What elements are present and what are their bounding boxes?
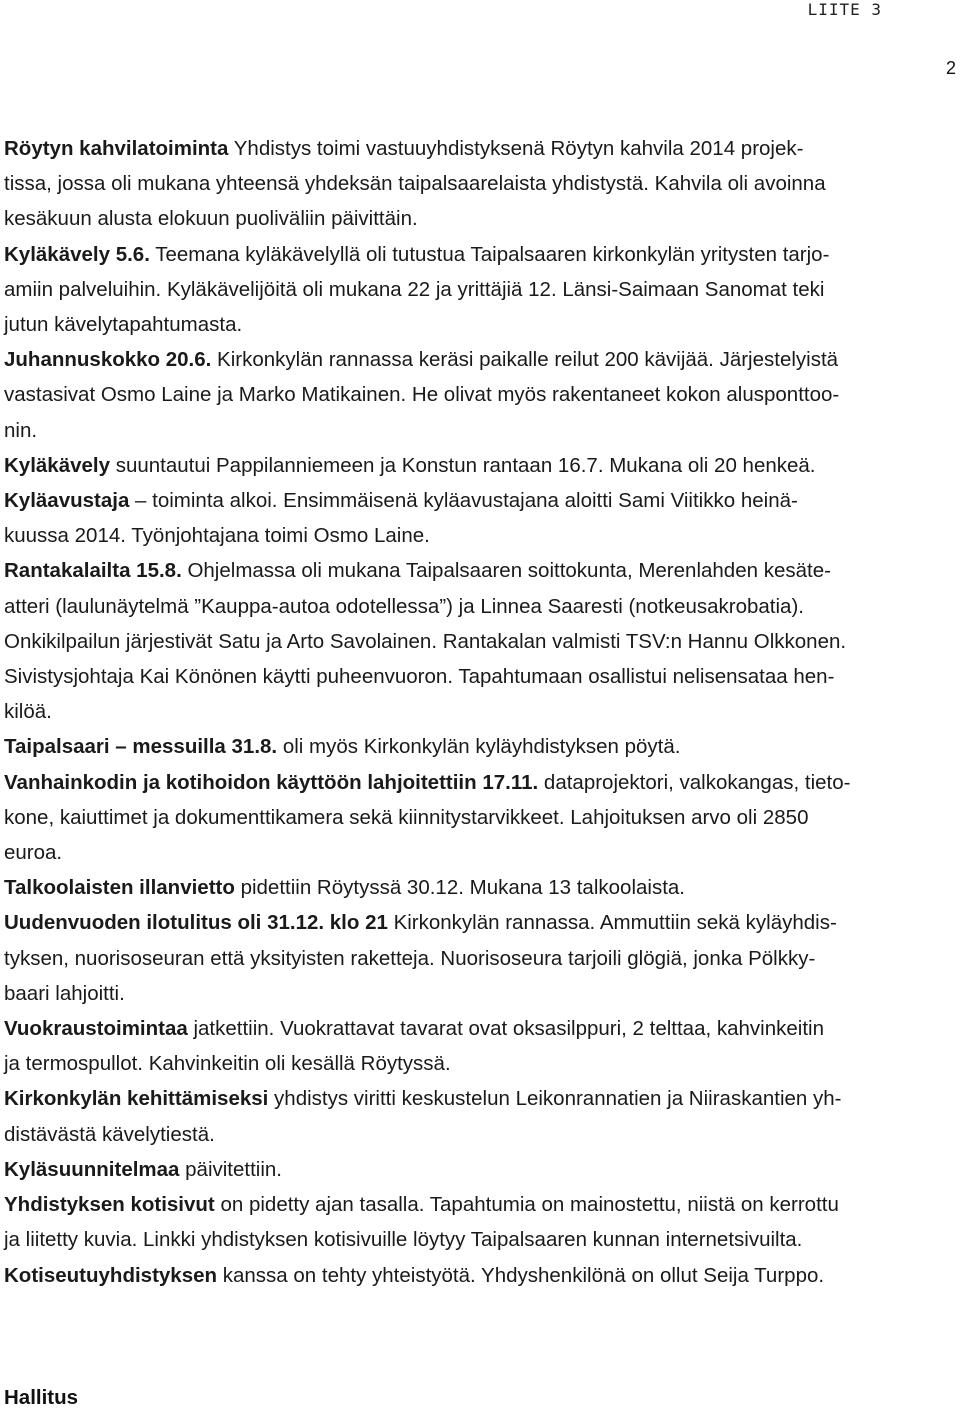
paragraph: [4, 1152, 956, 1187]
body-text: jutun kävelytapahtumasta.: [4, 313, 243, 337]
body-text: on pidetty ajan tasalla. Tapahtumia on mainostettu, niistä on kerrottu: [214, 1193, 839, 1217]
text-line: [4, 659, 956, 694]
body-text: vastasivat Osmo Laine ja Marko Matikainen. He olivat myös rakentaneet kokon alusponttoo-: [4, 383, 840, 407]
text-line: [4, 553, 956, 588]
body-text: päivitettiin.: [179, 1157, 283, 1181]
text-line: [4, 377, 956, 412]
text-line: [4, 976, 956, 1011]
body-text: Kirkonkylän rannassa keräsi paikalle reilut 200 kävijää. Järjestelyistä: [211, 348, 839, 372]
paragraph: [4, 553, 956, 729]
body-text: Kirkonkylän rannassa. Ammuttiin sekä kyläyhdis-: [387, 911, 837, 935]
text-line: [4, 518, 956, 553]
body-text: Onkikilpailun järjestivät Satu ja Arto Savolainen. Rantakalan valmisti TSV:n Hannu Olkkonen.: [4, 629, 847, 653]
text-line: [4, 448, 956, 483]
bold-topic: Taipalsaari – messuilla 31.8.: [4, 735, 278, 759]
bold-topic: Rantakalailta 15.8.: [4, 559, 182, 583]
bold-topic: Kyläsuunnitelmaa: [4, 1157, 180, 1181]
paragraph: [4, 870, 956, 905]
paragraph: [4, 905, 956, 1011]
paragraph: [4, 1258, 956, 1293]
bold-topic: Uudenvuoden ilotulitus oli 31.12. klo 21: [4, 911, 388, 935]
paragraph: [4, 729, 956, 764]
text-line: [4, 237, 956, 272]
body-text: kilöä.: [4, 700, 52, 724]
body-text: dataprojektori, valkokangas, tieto-: [538, 770, 851, 794]
paragraph: [4, 342, 956, 448]
paragraph: [4, 448, 956, 483]
text-line: [4, 1152, 956, 1187]
body-text: Ohjelmassa oli mukana Taipalsaaren soittokunta, Merenlahden kesäte-: [181, 559, 831, 583]
body-text: atteri (laulunäytelmä ”Kauppa-autoa odotellessa”) ja Linnea Saaresti (notkeusakrobatia).: [4, 594, 804, 618]
text-line: [4, 307, 956, 342]
body-text: kanssa on tehty yhteistyötä. Yhdyshenkilönä on ollut Seija Turppo.: [217, 1263, 825, 1287]
body-text: Teemana kyläkävelyllä oli tutustua Taipalsaaren kirkonkylän yritysten tarjo-: [149, 242, 830, 266]
text-line: [4, 166, 956, 201]
text-line: [4, 624, 956, 659]
page-number: 2: [945, 58, 956, 78]
bold-topic: Kyläavustaja: [4, 489, 130, 513]
text-line: [4, 729, 956, 764]
text-line: [4, 870, 956, 905]
text-line: [4, 1046, 956, 1081]
paragraph: [4, 483, 956, 553]
bold-topic: Talkoolaisten illanvietto: [4, 876, 235, 900]
body-text: amiin palveluihin. Kyläkävelijöitä oli mukana 22 ja yrittäjiä 12. Länsi-Saimaan Sanomat teki: [4, 277, 825, 301]
body-text: ja liitetty kuvia. Linkki yhdistyksen kotisivuille löytyy Taipalsaaren kunnan internetsivuilta.: [4, 1228, 803, 1252]
text-line: [4, 1117, 956, 1152]
paragraph: [4, 237, 956, 343]
text-line: [4, 483, 956, 518]
text-line: [4, 1187, 956, 1222]
text-line: [4, 272, 956, 307]
bold-topic: Vuokraustoimintaa: [4, 1017, 188, 1041]
body-text: suuntautui Pappilanniemeen ja Konstun rantaan 16.7. Mukana oli 20 henkeä.: [110, 453, 816, 477]
body-text: kuussa 2014. Työnjohtajana toimi Osmo Laine.: [4, 524, 430, 548]
body-text: Sivistysjohtaja Kai Könönen käytti puheenvuoron. Tapahtumaan osallistui nelisensataa hen-: [4, 665, 835, 689]
text-line: [4, 694, 956, 729]
report-body: [4, 131, 956, 1293]
text-line: [4, 342, 956, 377]
text-line: [4, 131, 956, 166]
paragraph: [4, 131, 956, 237]
body-text: euroa.: [4, 841, 63, 865]
body-text: distävästä kävelytiestä.: [4, 1122, 215, 1146]
body-text: oli myös Kirkonkylän kyläyhdistyksen pöytä.: [277, 735, 681, 759]
body-text: jatkettiin. Vuokrattavat tavarat ovat oksasilppuri, 2 telttaa, kahvinkeitin: [187, 1017, 824, 1041]
bold-topic: Röytyn kahvilatoiminta: [4, 137, 229, 160]
body-text: nin.: [4, 418, 38, 442]
bold-topic: Yhdistyksen kotisivut: [4, 1193, 215, 1217]
text-line: [4, 765, 956, 800]
body-text: kone, kaiuttimet ja dokumenttikamera sekä kiinnitystarvikkeet. Lahjoituksen arvo oli 2850: [4, 805, 809, 829]
body-text: pidettiin Röytyssä 30.12. Mukana 13 talkoolaista.: [234, 876, 685, 900]
paragraph: [4, 765, 956, 871]
body-text: baari lahjoitti.: [4, 981, 125, 1005]
body-text: Yhdistys toimi vastuuyhdistyksenä Röytyn kahvila 2014 projek-: [228, 137, 804, 160]
text-line: [4, 1011, 956, 1046]
body-text: ja termospullot. Kahvinkeitin oli kesällä Röytyssä.: [4, 1052, 451, 1076]
text-line: [4, 1222, 956, 1257]
bold-topic: Kotiseutuyhdistyksen: [4, 1263, 218, 1287]
bold-topic: Juhannuskokko 20.6.: [4, 348, 212, 372]
bold-topic: Vanhainkodin ja kotihoidon käyttöön lahjoitettiin 17.11.: [4, 770, 539, 794]
paragraph: [4, 1011, 956, 1081]
text-line: [4, 1081, 956, 1116]
body-text: tissa, jossa oli mukana yhteensä yhdeksän taipalsaarelaista yhdistystä. Kahvila oli avoinna: [4, 172, 826, 196]
text-line: [4, 201, 956, 236]
body-text: – toiminta alkoi. Ensimmäisenä kyläavustajana aloitti Sami Viitikko heinä-: [129, 489, 798, 513]
text-line: [4, 1258, 956, 1293]
text-line: [4, 905, 956, 940]
paragraph: [4, 1187, 956, 1257]
body-text: kesäkuun alusta elokuun puoliväliin päivittäin.: [4, 207, 418, 231]
text-line: [4, 800, 956, 835]
bold-topic: Kirkonkylän kehittämiseksi: [4, 1087, 269, 1111]
text-line: [4, 589, 956, 624]
paragraph: [4, 1081, 956, 1151]
text-line: [4, 413, 956, 448]
text-line: [4, 941, 956, 976]
bold-topic: Kyläkävely 5.6.: [4, 242, 150, 266]
body-text: yhdistys viritti keskustelun Leikonrannatien ja Niiraskantien yh-: [268, 1087, 842, 1111]
body-text: tyksen, nuorisoseuran että yksityisten raketteja. Nuorisoseura tarjoili glögiä, jonka Pölkky-: [4, 946, 816, 970]
text-line: [4, 835, 956, 870]
attachment-label: LIITE 3: [807, 0, 882, 19]
bold-topic: Kyläkävely: [4, 453, 111, 477]
section-heading-hallitus: Hallitus: [4, 1386, 79, 1409]
